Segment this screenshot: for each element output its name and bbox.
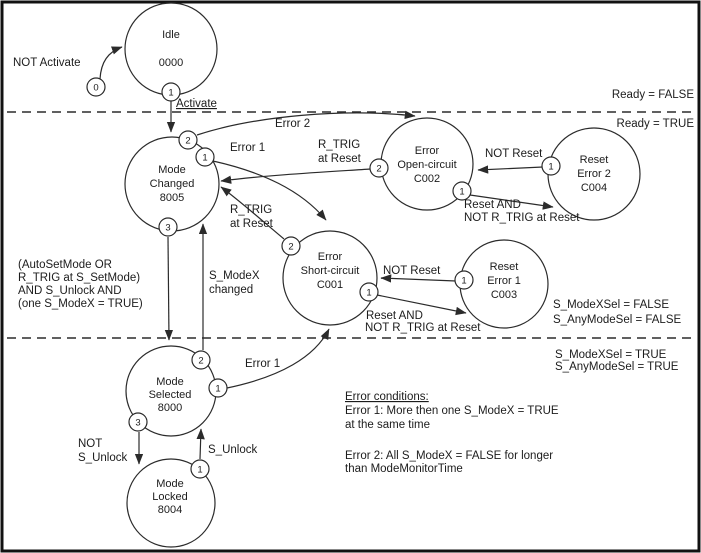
annotation-anymodesel-false: S_AnyModeSel = FALSE (553, 314, 682, 326)
connector-c002-2 (370, 159, 388, 177)
state-error-short-name2: Short-circuit (300, 265, 360, 277)
label-not-s-unlock-line1: NOT (78, 438, 103, 450)
label-autosetmode-line3: AND S_Unlock AND (18, 285, 122, 297)
transition-autosetmode (168, 237, 169, 340)
state-mode-changed-code: 8005 (159, 192, 185, 204)
error-conditions-e1-line2: at the same time (345, 419, 431, 431)
label-smodex-line1: S_ModeX (209, 270, 260, 282)
state-reset-error1-name1: Reset (489, 261, 519, 273)
state-idle-name: Idle (162, 29, 180, 41)
label-rtrig-bottom-line1: R_TRIG (230, 204, 273, 216)
label-error1-bottom: Error 1 (245, 358, 281, 370)
label-activate: Activate (176, 98, 217, 110)
connector-c002-1-number: 1 (459, 186, 465, 198)
label-rtrig-top-line1: R_TRIG (318, 139, 361, 151)
connector-mode-changed-3 (159, 218, 177, 236)
label-s-unlock: S_Unlock (208, 444, 258, 456)
state-reset-error1-name2: Error 1 (487, 275, 521, 287)
transition-notreset-to-c002 (478, 167, 543, 170)
state-idle-code: 0000 (158, 57, 184, 69)
state-reset-error-1 (460, 240, 548, 328)
state-error-open-name2: Open-circuit (397, 159, 457, 171)
connector-mode-selected-1 (209, 379, 227, 397)
annotation-modexsel-false: S_ModeXSel = FALSE (553, 299, 670, 311)
state-error-short-name1: Error (317, 251, 343, 263)
state-reset-error2-name2: Error 2 (577, 168, 611, 180)
label-not-reset-bottom: NOT Reset (383, 265, 441, 277)
connector-c002-2-number: 2 (376, 163, 382, 175)
annotation-modexsel-true: S_ModeXSel = TRUE (555, 349, 667, 361)
connector-c003-1 (455, 271, 473, 289)
transition-s-unlock (200, 429, 201, 459)
connector-mode-selected-3 (129, 413, 147, 431)
state-idle (125, 3, 217, 95)
state-reset-error2-name1: Reset (579, 154, 609, 166)
connector-mode-selected-1-number: 1 (215, 383, 221, 395)
connector-mode-selected-2-number: 2 (198, 355, 204, 367)
label-rtrig-bottom-line2: at Reset (230, 218, 273, 230)
state-reset-error2-code: C004 (580, 182, 608, 194)
label-reset-and-top-line1: Reset AND (464, 199, 521, 211)
connector-idle-1-number: 1 (168, 87, 174, 99)
transition-notreset-to-c001 (381, 278, 456, 281)
state-reset-error1-code: C003 (490, 289, 518, 301)
connector-mode-changed-2 (179, 131, 197, 149)
connector-mode-locked-1 (191, 460, 209, 478)
connector-c003-1-number: 1 (461, 275, 467, 287)
label-autosetmode-line2: R_TRIG at S_SetMode) (18, 272, 141, 284)
connector-mode-locked-1-number: 1 (197, 464, 203, 476)
error-conditions-note (345, 391, 559, 475)
state-error-open-code: C002 (413, 173, 441, 185)
connector-mode-changed-2-number: 2 (185, 135, 191, 147)
connector-mode-changed-1-number: 1 (202, 152, 208, 164)
annotation-ready-false: Ready = FALSE (611, 89, 694, 101)
state-mode-selected-name2: Selected (148, 389, 192, 401)
label-rtrig-top-line2: at Reset (318, 153, 361, 165)
transition-start-to-idle (100, 47, 122, 79)
state-mode-changed-name1: Mode (158, 164, 186, 176)
annotation-anymodesel-true: S_AnyModeSel = TRUE (555, 361, 679, 373)
label-reset-and-top-line2: NOT R_TRIG at Reset (464, 212, 580, 224)
connector-c001-1-number: 1 (366, 287, 372, 299)
state-mode-locked-name1: Mode (156, 478, 184, 490)
label-reset-and-bottom-line1: Reset AND (366, 310, 423, 322)
connector-c001-2 (282, 237, 300, 255)
state-reset-error-2 (548, 128, 640, 220)
transition-rtrig-from-c002 (221, 169, 371, 181)
connector-mode-selected-2 (192, 351, 210, 369)
label-error1-top: Error 1 (230, 142, 266, 154)
state-mode-locked-name2: Locked (152, 491, 188, 503)
label-not-s-unlock-line2: S_Unlock (78, 452, 128, 464)
connector-c001-1 (360, 283, 378, 301)
label-reset-and-bottom-line2: NOT R_TRIG at Reset (365, 322, 481, 334)
label-autosetmode-line1: (AutoSetMode OR (18, 259, 112, 271)
connector-start-number: 0 (93, 82, 99, 94)
error-conditions-e2-line1: Error 2: All S_ModeX = FALSE for longer (345, 450, 554, 462)
connector-mode-changed-1 (196, 148, 214, 166)
label-smodex-line2: changed (209, 284, 254, 296)
annotation-ready-true: Ready = TRUE (616, 118, 694, 130)
state-mode-selected-name1: Mode (156, 376, 184, 388)
connector-mode-selected-3-number: 3 (135, 417, 141, 429)
error-conditions-e2-line2: than ModeMonitorTime (345, 463, 463, 475)
connector-c001-2-number: 2 (288, 241, 294, 253)
connector-c004-1-number: 1 (548, 161, 554, 173)
state-mode-changed-name2: Changed (149, 178, 195, 190)
connector-mode-changed-3-number: 3 (165, 222, 171, 234)
label-autosetmode-line4: (one S_ModeX = TRUE) (18, 298, 143, 310)
connector-c004-1 (542, 157, 560, 175)
label-not-activate: NOT Activate (13, 57, 81, 69)
state-mode-locked-code: 8004 (157, 504, 183, 516)
label-not-reset-top: NOT Reset (485, 148, 543, 160)
error-conditions-title: Error conditions: (345, 391, 429, 403)
connector-c002-1 (453, 182, 471, 200)
label-error2: Error 2 (275, 118, 311, 130)
connector-start (87, 78, 105, 96)
state-error-short-code: C001 (316, 279, 344, 291)
error-conditions-e1-line1: Error 1: More then one S_ModeX = TRUE (345, 405, 559, 417)
state-mode-selected-code: 8000 (157, 402, 183, 414)
state-error-open-name1: Error (414, 145, 440, 157)
